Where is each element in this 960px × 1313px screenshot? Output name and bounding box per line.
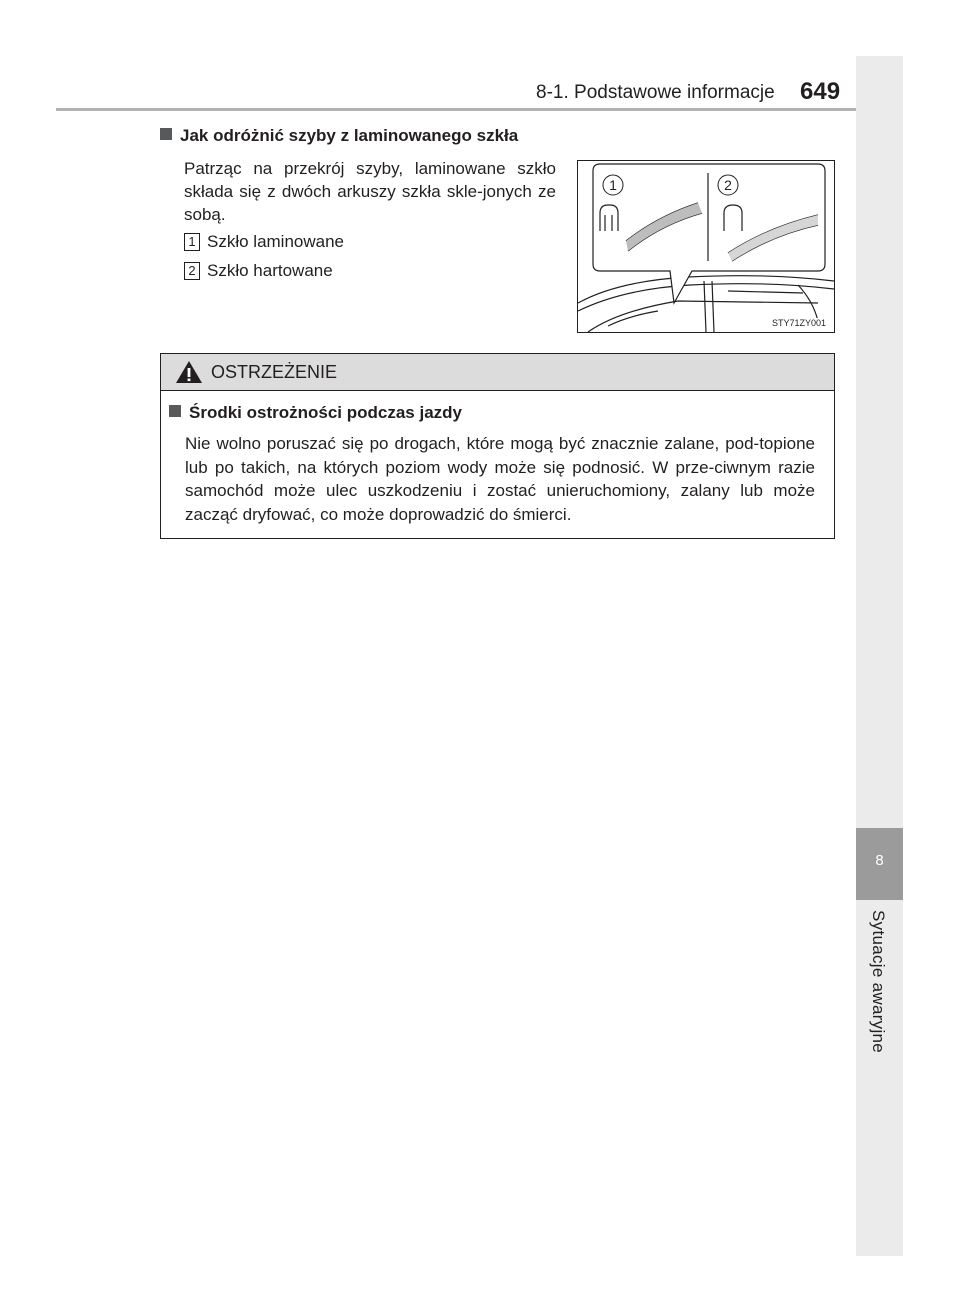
warning-subtitle-text: Środki ostrożności podczas jazdy [189,403,463,422]
number-box: 1 [184,233,200,251]
number-box: 2 [184,262,200,280]
list-item-label: Szkło hartowane [207,261,333,280]
figure-code: STY71ZY001 [771,318,826,328]
section-heading [160,126,518,146]
list-item [184,261,333,281]
side-strip [856,56,903,1256]
warning-subtitle [169,403,462,423]
section-paragraph: Patrząc na przekrój szyby, laminowane szkło składa się z dwóch arkuszy szkła skle-jonych ze sobą. [184,159,556,224]
warning-header [161,354,834,391]
warning-title: OSTRZEŻENIE [211,361,338,382]
header-rule [56,108,856,111]
square-bullet-icon [169,405,181,417]
chapter-title: Sytuacje awaryjne [869,910,888,1054]
page-number: 649 [800,78,841,105]
callout-1: 1 [609,177,617,193]
chapter-number: 8 [875,852,884,869]
warning-body: Nie wolno poruszać się po drogach, które mogą być znacznie zalane, pod-topione lub po takich, na których poziom wody może się podnosić. W prze-ciwnym razie samochód może ulec uszkodzeniu i zostać unieruchomiony, zalany lub może zacząć dryfować, co może doprowadzić do śmierci. [185,434,815,524]
glass-illustration [577,160,835,333]
header-section: 8-1. Podstawowe informacje [536,82,775,103]
callout-2: 2 [724,177,732,193]
square-bullet-icon [160,128,172,140]
list-item-label: Szkło laminowane [207,232,345,251]
warning-triangle-icon [175,360,203,384]
warning-box [160,353,835,539]
car-window-drawing [578,161,834,332]
section-heading-text: Jak odróżnić szyby z laminowanego szkła [180,126,519,145]
list-item [184,232,344,252]
